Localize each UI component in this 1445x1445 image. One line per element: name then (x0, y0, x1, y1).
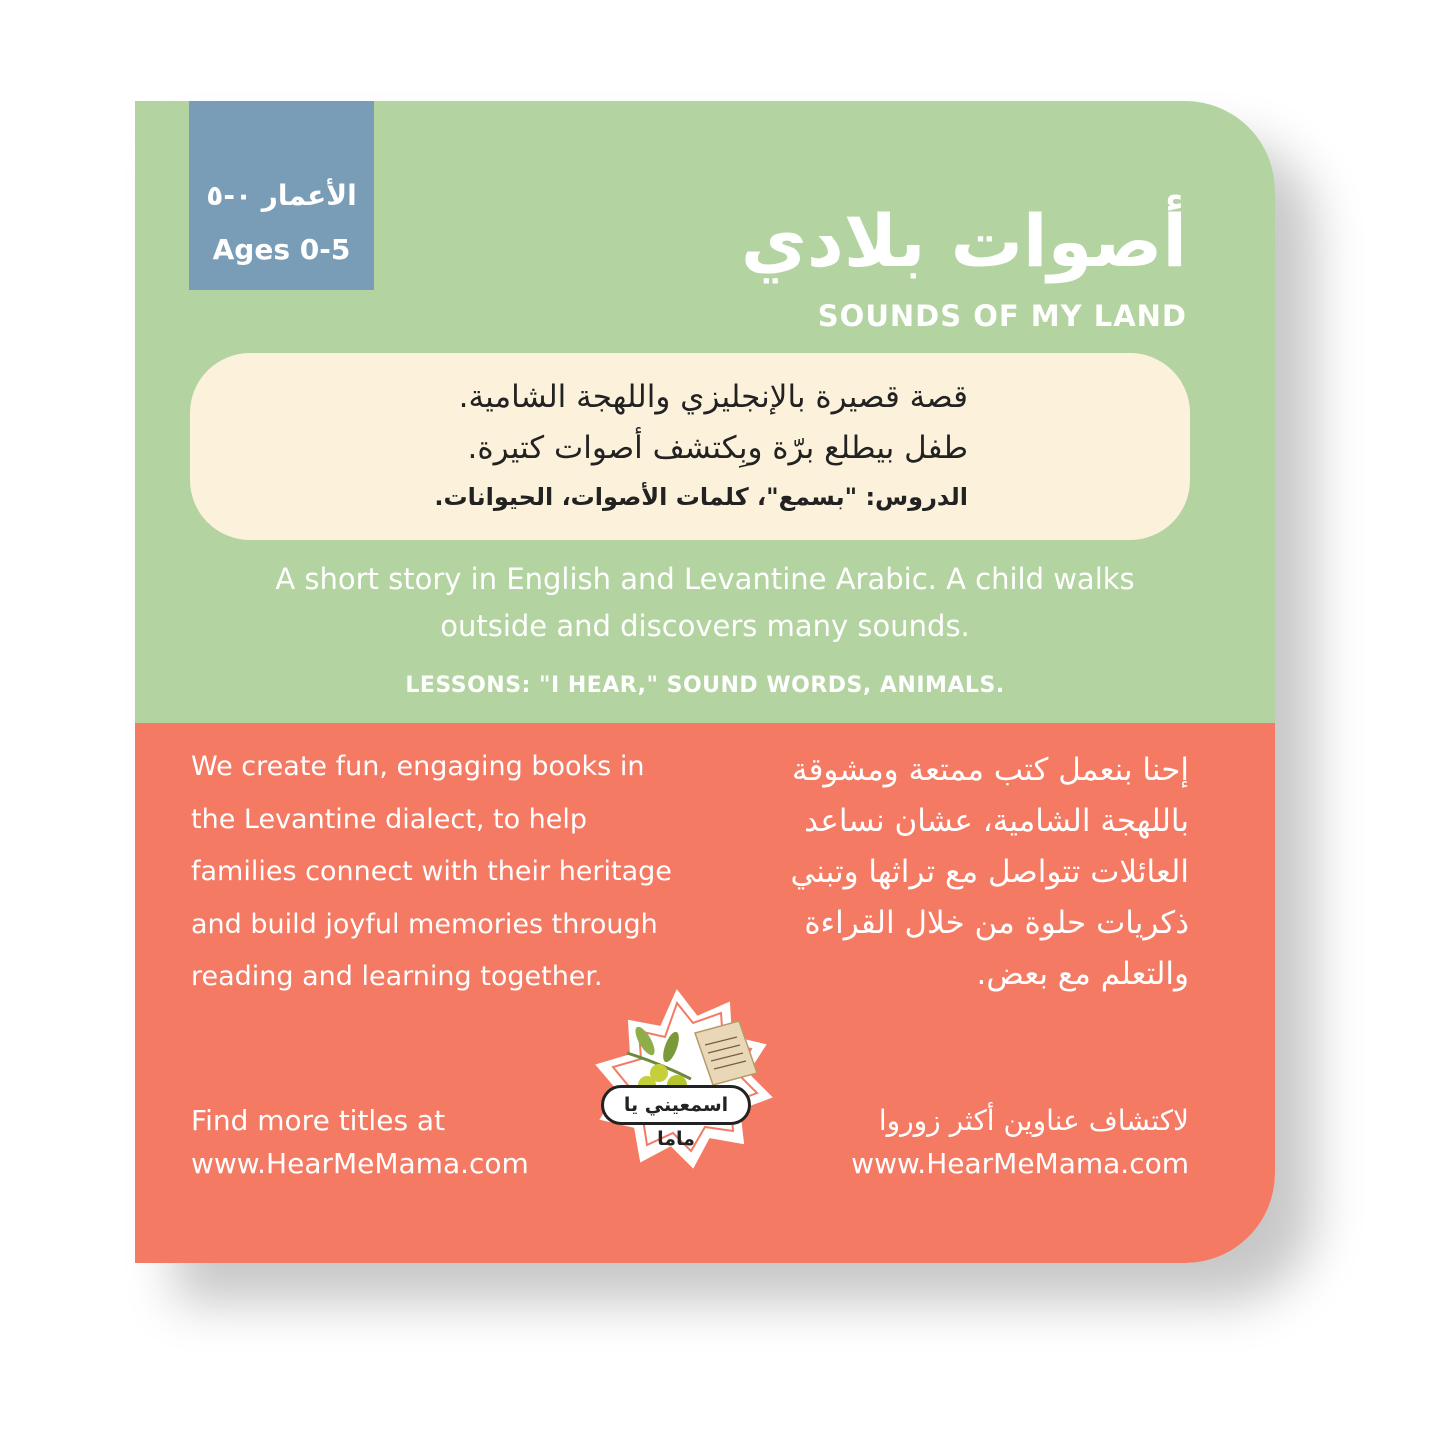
book-back-cover (135, 101, 1275, 1263)
find-more-english (191, 1099, 529, 1185)
find-more-arabic (851, 1099, 1189, 1185)
logo-text: اسمعيني يا ماما (601, 1085, 751, 1125)
about-en-line: We create fun, engaging books in (191, 751, 645, 782)
title-english: SOUNDS OF MY LAND (817, 299, 1187, 333)
about-ar-line: والتعلم مع بعض. (976, 956, 1189, 992)
about-ar-line: إحنا بنعمل كتب ممتعة ومشوقة (791, 752, 1189, 788)
find-en-text: Find more titles at (191, 1104, 446, 1137)
about-english (191, 741, 701, 1004)
summary-ar-line1: قصة قصيرة بالإنجليزي واللهجة الشامية. (458, 379, 968, 415)
summary-en-line2: outside and discovers many sounds. (440, 609, 970, 643)
arabic-summary-box (190, 353, 1190, 540)
about-ar-line: ذكريات حلوة من خلال القراءة (804, 905, 1189, 941)
about-ar-line: العائلات تتواصل مع تراثها وتبني (790, 854, 1189, 890)
find-ar-text: لاكتشاف عناوين أكثر زوروا (878, 1104, 1189, 1137)
about-en-line: and build joyful memories through (191, 908, 658, 940)
about-en-line: reading and learning together. (191, 961, 603, 992)
hear-me-mama-logo (587, 981, 787, 1181)
summary-en-line1: A short story in English and Levantine Arabic. A child walks (275, 562, 1135, 596)
about-arabic (709, 745, 1189, 1000)
age-label-en: Ages 0-5 (212, 233, 351, 266)
find-en-url[interactable]: www.HearMeMama.com (191, 1147, 529, 1180)
summary-english (215, 556, 1195, 650)
top-section (135, 101, 1275, 723)
summary-en-lessons: LESSONS: "I HEAR," SOUND WORDS, ANIMALS. (405, 673, 1005, 698)
title-arabic: أصوات بلادي (740, 199, 1187, 283)
age-badge (189, 101, 374, 290)
about-en-line: the Levantine dialect, to help (191, 803, 588, 835)
summary-ar-line2: طفل بيطلع برّة وبِكتشف أصوات كتيرة. (467, 430, 968, 466)
age-label-ar: الأعمار ٠-٥ (206, 179, 357, 212)
find-ar-url[interactable]: www.HearMeMama.com (851, 1147, 1189, 1180)
about-en-line: families connect with their heritage (191, 856, 672, 887)
bottom-section (135, 723, 1275, 1263)
summary-ar-lessons: الدروس: "بسمع"، كلمات الأصوات، الحيوانات. (434, 483, 968, 511)
about-ar-line: باللهجة الشامية، عشان نساعد (804, 803, 1189, 839)
